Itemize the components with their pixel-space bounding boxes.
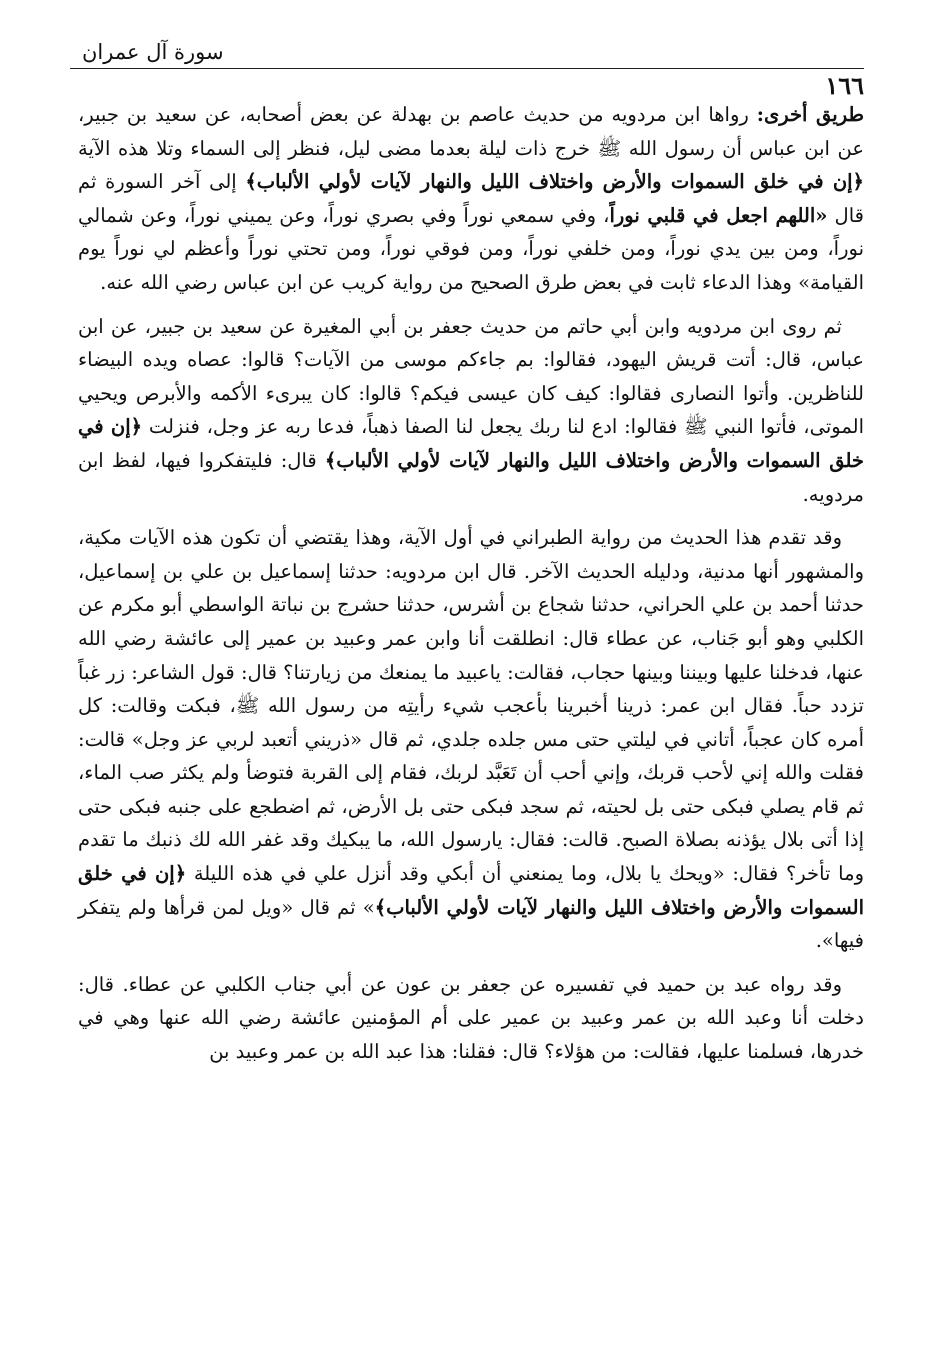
text-span: ثم روى ابن مردويه وابن أبي حاتم من حديث جعفر بن أبي المغيرة عن سعيد بن جبير، عن ابن عباس، قال: أتت قريش اليهود، فقالوا: بم جاءكم موسى من الآيات؟ قالوا: عصاه ويده البيضاء للناظرين. وأتوا النصارى فقالوا: كيف كان عيسى فيكم؟ قالوا: كان يبرىء الأكمه والأبرص ويحيي الموتى، فأتوا النبي ﷺ فقالوا: ادع لنا ربك يجعل لنا الصفا ذهباً، فدعا ربه عز وجل، فنزلت [78, 314, 864, 439]
page-header [70, 20, 864, 100]
header-divider [70, 68, 864, 69]
paragraph-1 [78, 98, 864, 300]
paragraph-4 [78, 968, 864, 1069]
section-heading: طريق أخرى: [756, 103, 864, 126]
quran-verse: ﴿إن في خلق السموات والأرض واختلاف الليل والنهار لآيات لأولي الألباب﴾ [78, 415, 864, 472]
hadith-quote: «اللهم اجعل في قلبي نوراً [609, 203, 828, 227]
text-span: وقد رواه عبد بن حميد في تفسيره عن جعفر بن عون عن أبي جناب الكلبي عن عطاء. قال: دخلت أنا وعبد الله بن عمر وعبيد بن عمير على أم المؤمنين عائشة رضي الله عنها وهي في خدرها، فسلمنا عليها، فقالت: من هؤلاء؟ قال: فقلنا: هذا عبد الله بن عمر وعبيد بن [78, 972, 864, 1064]
text-span: » ثم قال «ويل لمن قرأها ولم يتفكر فيها». [78, 895, 864, 953]
text-span: قال: فليتفكروا فيها، لفظ ابن مردويه. [78, 448, 864, 506]
text-span: إلى آخر السورة ثم قال [78, 170, 864, 227]
surah-title: سورة آل عمران [82, 40, 224, 64]
quran-verse: ﴿إن في خلق السموات والأرض واختلاف الليل والنهار لآيات لأولي الألباب﴾ [245, 170, 864, 194]
text-span: رواها ابن مردويه من حديث عاصم بن بهدلة عن بعض أصحابه، عن سعيد بن جبير، عن ابن عباس أن رسول الله ﷺ خرج ذات ليلة بعدما مضى ليل، فنظر إلى السماء وتلا هذه الآية [78, 103, 864, 160]
page-body [78, 98, 864, 1079]
text-span: ، وفي سمعي نوراً وفي بصري نوراً، وعن يميني نوراً، وعن شمالي نوراً، ومن بين يدي نوراً، ومن خلفي نوراً، ومن فوقي نوراً، ومن تحتي نوراً وأعظم لي نوراً يوم القيامة» وهذا الدعاء ثابت في بعض طرق الصحيح من رواية كريب عن ابن عباس رضي الله عنه. [78, 203, 864, 294]
paragraph-3 [78, 521, 864, 958]
page-number: ١٦٦ [825, 71, 864, 100]
text-span: وقد تقدم هذا الحديث من رواية الطبراني في أول الآية، وهذا يقتضي أن تكون هذه الآيات مكية، والمشهور أنها مدنية، ودليله الحديث الآخر. قال ابن مردويه: حدثنا إسماعيل بن علي بن إسماعيل، حدثنا أحمد بن علي الحراني، حدثنا شجاع بن أشرس، حدثنا حشرج بن نباتة الواسطي أبو مكرم عن الكلبي وهو أبو جَناب، عن عطاء قال: انطلقت أنا وابن عمر وعبيد بن عمير إلى عائشة رضي الله عنها، فدخلنا عليها وبيننا وبينها حجاب، فقالت: ياعبيد ما يمنعك من زيارتنا؟ قال: قول الشاعر: زر غباً تزدد حباً. فقال ابن عمر: ذرينا أخبرينا بأعجب شيء رأيتِه من رسول الله ﷺ، فبكت وقالت: كل أمره كان عجباً، أتاني في ليلتي حتى مس جلده جلدي، ثم قال «ذريني أتعبد لربي عز وجل» قالت: فقلت والله إني لأحب قربك، وإني أحب أن تَعَبَّد لربك، فقام إلى القربة فتوضأ ولم يكثر صب الماء، ثم قام يصلي فبكى حتى بل لحيته، ثم سجد فبكى حتى بل الأرض، ثم اضطجع على جنبه فبكى حتى إذا أتى بلال يؤذنه بصلاة الصبح. قالت: فقال: يارسول الله، ما يبكيك وقد غفر الله لك ذنبك ما تقدم وما تأخر؟ فقال: «ويحك يا بلال، وما يمنعني أن أبكي وقد أنزل علي في هذه الليلة [78, 526, 864, 886]
quran-verse: ﴿إن في خلق السموات والأرض واختلاف الليل والنهار لآيات لأولي الألباب﴾ [78, 862, 864, 919]
paragraph-2 [78, 310, 864, 512]
